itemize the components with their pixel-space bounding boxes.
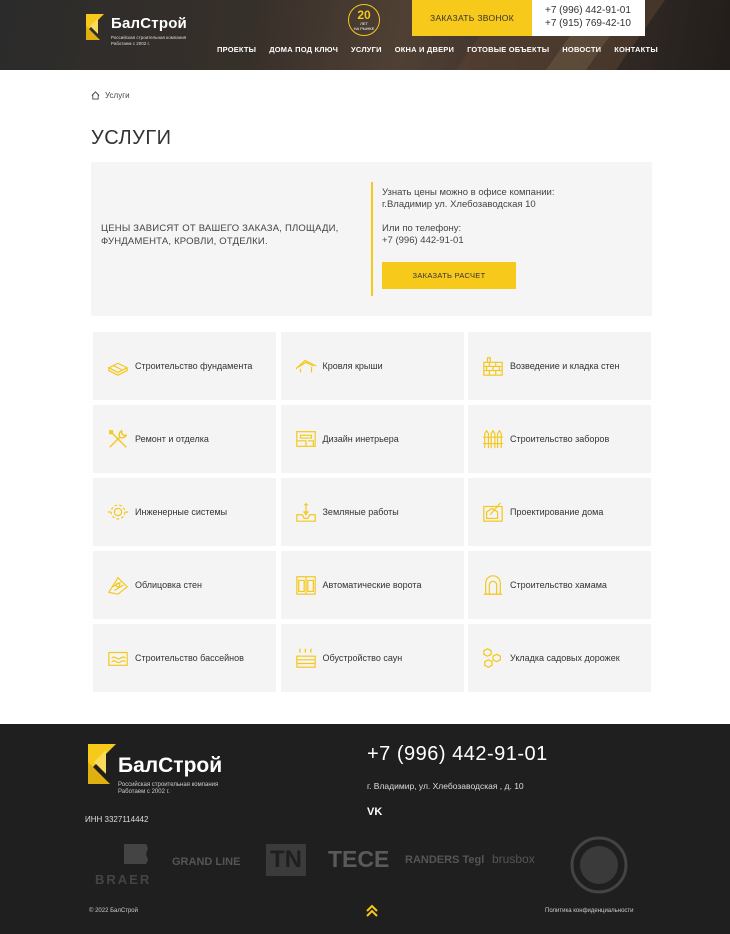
partner-tn: TN bbox=[266, 844, 306, 876]
partner-grand-line: GRAND LINE bbox=[172, 856, 241, 868]
service-label: Возведение и кладка стен bbox=[510, 361, 620, 371]
engineering-gear-icon bbox=[107, 501, 129, 523]
vk-icon[interactable]: VK bbox=[367, 806, 383, 818]
service-label: Строительство хамама bbox=[510, 580, 607, 590]
inn-number: ИНН 3327114442 bbox=[85, 815, 149, 824]
wall-cladding-icon bbox=[107, 574, 129, 596]
site-header bbox=[0, 0, 730, 70]
contact-info bbox=[382, 187, 632, 247]
braer-logo-icon bbox=[120, 842, 152, 866]
roof-icon bbox=[295, 355, 317, 377]
years-badge bbox=[348, 4, 380, 36]
footer-address: г. Владимир, ул. Хлебозаводская , д. 10 bbox=[367, 781, 524, 791]
service-label: Обустройство саун bbox=[322, 653, 403, 663]
service-card[interactable] bbox=[468, 551, 651, 619]
price-note: ЦЕНЫ ЗАВИСЯТ ОТ ВАШЕГО ЗАКАЗА, ПЛОЩАДИ, ФУНДАМЕНТА, КРОВЛИ, ОТДЕЛКИ. bbox=[101, 223, 339, 247]
logo-tagline: Российская строительная компания Работаем с 2002 г. bbox=[111, 35, 187, 46]
scroll-up-icon[interactable] bbox=[365, 904, 379, 918]
header-phone-1[interactable]: +7 (996) 442-91-01 bbox=[545, 5, 631, 16]
partner-logos bbox=[90, 836, 650, 896]
years-number: 20 bbox=[357, 8, 371, 22]
service-card[interactable] bbox=[281, 478, 464, 546]
service-card[interactable] bbox=[281, 405, 464, 473]
main-nav bbox=[217, 45, 671, 57]
service-card[interactable] bbox=[468, 332, 651, 400]
service-card[interactable] bbox=[93, 405, 276, 473]
nav-turnkey-houses[interactable]: ДОМА ПОД КЛЮЧ bbox=[269, 45, 339, 54]
partner-tece: TECE bbox=[328, 846, 390, 872]
tools-icon bbox=[107, 428, 129, 450]
garden-path-icon bbox=[482, 647, 504, 669]
interior-design-icon bbox=[295, 428, 317, 450]
phone-line-label: Или по телефону: bbox=[382, 223, 462, 234]
service-card[interactable] bbox=[468, 478, 651, 546]
service-card[interactable] bbox=[281, 332, 464, 400]
service-label: Земляные работы bbox=[322, 507, 399, 517]
footer-logo-mark-icon bbox=[88, 744, 120, 788]
foundation-icon bbox=[107, 355, 129, 377]
service-label: Инженерные системы bbox=[135, 507, 228, 517]
partner-stamp-icon bbox=[568, 836, 630, 894]
nav-contacts[interactable]: КОНТАКТЫ bbox=[614, 45, 658, 54]
privacy-policy-link[interactable]: Политика конфиденциальности bbox=[545, 908, 634, 914]
footer-logo[interactable] bbox=[88, 744, 228, 794]
footer-phone[interactable]: +7 (996) 442-91-01 bbox=[367, 743, 548, 765]
excavation-icon bbox=[295, 501, 317, 523]
service-label: Кровля крыши bbox=[322, 361, 383, 371]
service-card[interactable] bbox=[281, 624, 464, 692]
hammam-icon bbox=[482, 574, 504, 596]
nav-ready-objects[interactable]: ГОТОВЫЕ ОБЪЕКТЫ bbox=[467, 45, 550, 54]
service-card[interactable] bbox=[93, 551, 276, 619]
copyright: © 2022 БалСтрой bbox=[89, 908, 138, 914]
nav-news[interactable]: НОВОСТИ bbox=[562, 45, 602, 54]
page-title: УСЛУГИ bbox=[91, 127, 172, 149]
service-card[interactable] bbox=[93, 332, 276, 400]
header-phones bbox=[532, 0, 645, 36]
service-label: Проектирование дома bbox=[510, 507, 604, 517]
site-footer bbox=[0, 724, 730, 934]
brick-wall-icon bbox=[482, 355, 504, 377]
years-label: ЛЕТ bbox=[360, 21, 368, 26]
nav-projects[interactable]: ПРОЕКТЫ bbox=[217, 45, 257, 54]
partner-randers-tegl: RANDERS Tegl bbox=[405, 854, 485, 866]
footer-logo-tagline: Российская строительная компания Работаем с 2002 г. bbox=[118, 782, 219, 795]
breadcrumb bbox=[91, 91, 130, 100]
service-label: Ремонт и отделка bbox=[135, 434, 209, 444]
service-label: Укладка садовых дорожек bbox=[510, 653, 620, 663]
breadcrumb-current: Услуги bbox=[105, 91, 130, 100]
order-call-button[interactable]: ЗАКАЗАТЬ ЗВОНОК bbox=[412, 0, 532, 36]
home-icon[interactable] bbox=[91, 91, 100, 100]
nav-services[interactable]: УСЛУГИ bbox=[351, 45, 382, 54]
office-line-1: Узнать цены можно в офисе компании: bbox=[382, 187, 555, 198]
order-calculation-button[interactable]: ЗАКАЗАТЬ РАСЧЕТ bbox=[382, 262, 516, 289]
service-label: Автоматические ворота bbox=[322, 580, 422, 590]
nav-windows-doors[interactable]: ОКНА И ДВЕРИ bbox=[394, 45, 455, 54]
info-divider bbox=[371, 182, 373, 296]
service-label: Облицовка стен bbox=[135, 580, 203, 590]
service-label: Строительство заборов bbox=[510, 434, 610, 444]
footer-logo-name: БалСтрой bbox=[118, 754, 223, 777]
logo-name: БалСтрой bbox=[111, 15, 187, 32]
office-address: г.Владимир ул. Хлебозаводская 10 bbox=[382, 199, 536, 210]
service-card[interactable] bbox=[93, 624, 276, 692]
service-label: Дизайн инетрьера bbox=[322, 434, 399, 444]
house-design-icon bbox=[482, 501, 504, 523]
service-card[interactable] bbox=[281, 551, 464, 619]
price-info-box bbox=[91, 162, 652, 316]
logo[interactable] bbox=[86, 14, 186, 54]
service-label: Строительство фундамента bbox=[135, 361, 253, 371]
fence-icon bbox=[482, 428, 504, 450]
service-card[interactable] bbox=[468, 624, 651, 692]
partner-braer: BRAER bbox=[95, 872, 152, 887]
sauna-icon bbox=[295, 647, 317, 669]
logo-mark-icon bbox=[86, 14, 108, 42]
partner-brusbox: brusbox bbox=[492, 852, 535, 866]
header-phone-2[interactable]: +7 (915) 769-42-10 bbox=[545, 18, 631, 29]
gate-icon bbox=[295, 574, 317, 596]
info-phone[interactable]: +7 (996) 442-91-01 bbox=[382, 235, 464, 246]
pool-icon bbox=[107, 647, 129, 669]
services-grid bbox=[93, 332, 651, 692]
years-label-2: НА РЫНКЕ bbox=[353, 26, 375, 31]
service-label: Строительство бассейнов bbox=[135, 653, 244, 663]
service-card[interactable] bbox=[468, 405, 651, 473]
service-card[interactable] bbox=[93, 478, 276, 546]
